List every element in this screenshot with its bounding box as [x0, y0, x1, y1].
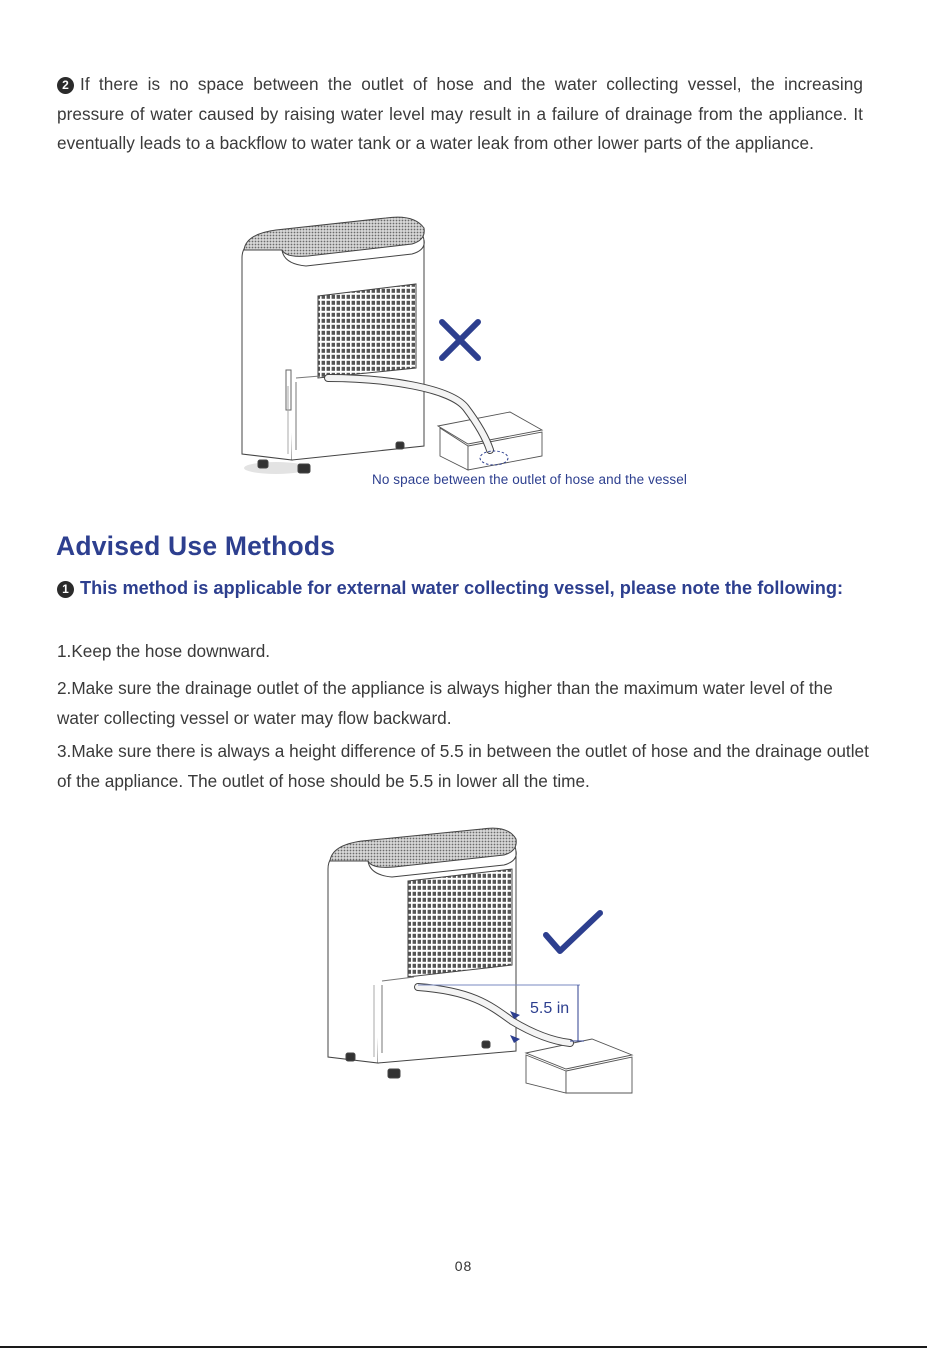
dehumidifier-illustration: [242, 217, 424, 474]
warning-text: If there is no space between the outlet of hose and the water collecting vessel, the increasing pressure of water caused by raising water level may result in a failure of drainage from the appliance. It eventually leads to a backflow to water tank or a water leak from other lower parts of the appliance.: [57, 74, 863, 154]
cross-icon: [442, 322, 478, 358]
method-text: This method is applicable for external water collecting vessel, please note the following:: [80, 578, 844, 598]
method-number-badge: 1: [57, 581, 74, 598]
dehumidifier-illustration: [328, 828, 516, 1078]
figure-incorrect-drainage: [236, 210, 736, 485]
list-item: 2.Make sure the drainage outlet of the appliance is always higher than the maximum water level of the water collecting vessel or water may flow backward.: [57, 678, 833, 728]
list-item: 1.Keep the hose downward.: [57, 641, 271, 661]
section-heading: Advised Use Methods: [56, 531, 336, 561]
figure-correct-drainage: [322, 825, 642, 1100]
check-icon: [546, 913, 600, 951]
warning-paragraph: [57, 70, 863, 159]
vessel-illustration: [526, 1039, 632, 1093]
figure1-caption: No space between the outlet of hose and the vessel: [372, 472, 687, 487]
footer-rule: [0, 1346, 927, 1348]
step-number-badge: 2: [57, 77, 74, 94]
list-item: 3.Make sure there is always a height difference of 5.5 in between the outlet of hose and the drainage outlet of the appliance. The outlet of hose should be 5.5 in lower all the time.: [57, 741, 869, 791]
height-dimension-label: 5.5 in: [530, 1000, 570, 1017]
method-heading: [57, 574, 863, 603]
page-number: 08: [454, 1258, 473, 1274]
